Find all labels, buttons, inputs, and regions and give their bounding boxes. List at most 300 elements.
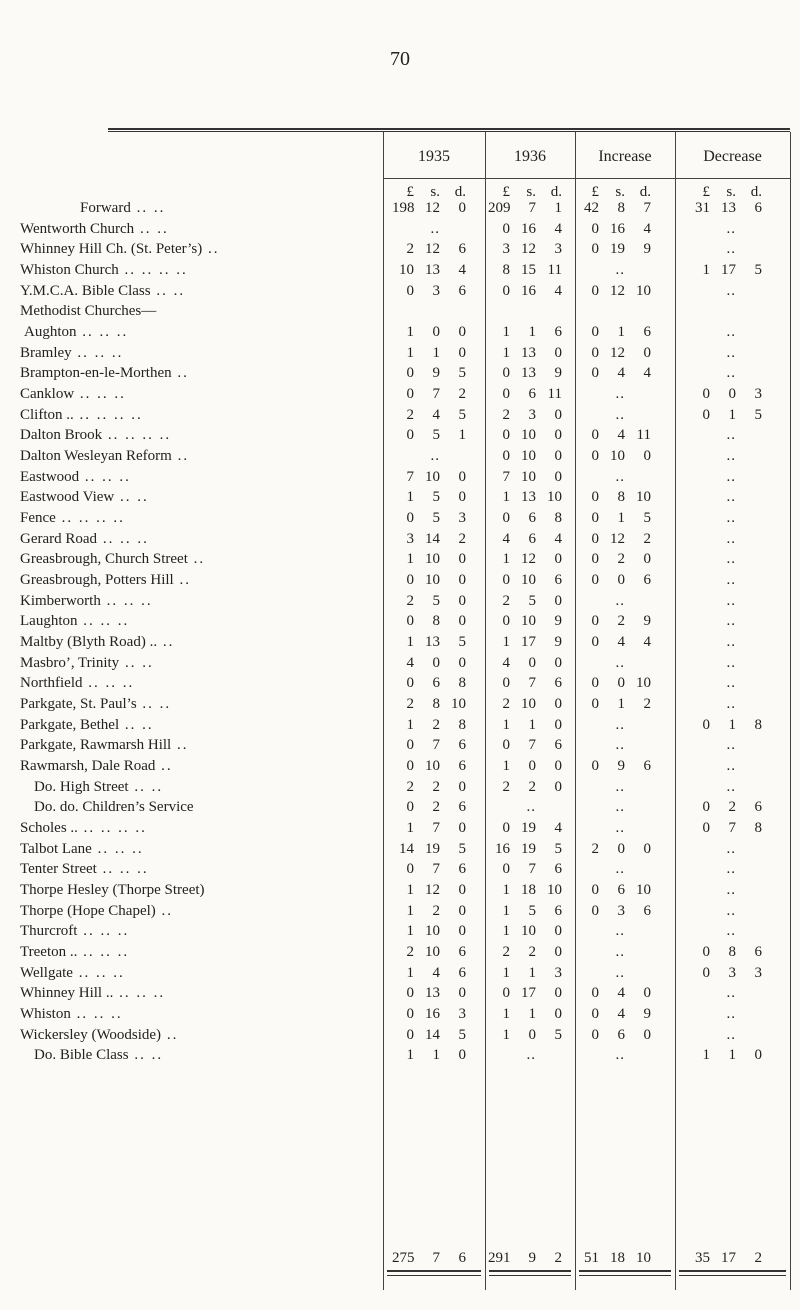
amount-shillings: 6: [617, 1027, 625, 1043]
amount-shillings: 12: [425, 882, 440, 898]
amount-pounds: 0: [591, 985, 599, 1001]
table-row: [0, 241, 800, 261]
amount-shillings: 1: [432, 1047, 440, 1063]
row-label: [20, 448, 380, 465]
amount-shillings: 10: [521, 448, 536, 464]
amount-pounds: 1: [502, 1027, 510, 1043]
amount-pence: 9: [554, 613, 562, 629]
leader-dots: ..: [171, 448, 190, 464]
row-label: [20, 758, 380, 775]
amount-shillings: 10: [521, 923, 536, 939]
amount-shillings: 7: [432, 861, 440, 877]
row-label-text: Brampton-en-le-Morthen: [20, 365, 172, 381]
amount-shillings: 7: [432, 737, 440, 753]
leader-dots: ..: [157, 634, 175, 650]
amount-pence: 0: [554, 448, 562, 464]
row-label: [20, 469, 380, 486]
row-label: [20, 551, 380, 568]
row-label: [20, 1047, 394, 1064]
currency-heading-pence: d.: [550, 184, 562, 200]
row-label-text: Dalton Wesleyan Reform: [20, 448, 172, 464]
leader-dots: .. ..: [128, 1047, 164, 1063]
amount-shillings: 10: [521, 613, 536, 629]
blank-mark: ..: [726, 531, 736, 547]
blank-mark: ..: [615, 779, 625, 795]
amount-pounds: 2: [502, 779, 510, 795]
amount-pence: 6: [458, 965, 466, 981]
amount-pounds: 2: [502, 944, 510, 960]
amount-shillings: 12: [521, 551, 536, 567]
row-label-text: Forward: [80, 200, 131, 216]
amount-pounds: 0: [406, 1027, 414, 1043]
amount-pounds: 1: [702, 1047, 710, 1063]
amount-shillings: 18: [610, 1250, 625, 1266]
row-label-text: Rawmarsh, Dale Road: [20, 758, 156, 774]
row-label: [20, 593, 380, 610]
column-heading-increase: Increase: [598, 148, 652, 165]
amount-shillings: 10: [425, 551, 440, 567]
amount-pence: 8: [458, 717, 466, 733]
amount-shillings: 19: [610, 241, 625, 257]
amount-pence: 0: [458, 923, 466, 939]
row-label: [20, 634, 380, 651]
row-label-text: Fence: [20, 510, 56, 526]
blank-mark: ..: [615, 923, 625, 939]
amount-pounds: 0: [502, 572, 510, 588]
blank-mark: ..: [726, 882, 736, 898]
amount-shillings: 10: [521, 696, 536, 712]
amount-pence: 9: [554, 365, 562, 381]
row-label-text: Clifton ..: [20, 407, 74, 423]
leader-dots: ..: [161, 1027, 179, 1043]
amount-pence: 6: [458, 241, 466, 257]
amount-shillings: 10: [425, 469, 440, 485]
row-label: [20, 944, 380, 961]
leader-dots: ..: [171, 365, 189, 381]
row-label-text: Wickersley (Woodside): [20, 1027, 162, 1043]
leader-dots: .. .. ..: [77, 613, 130, 629]
amount-pounds: 14: [399, 841, 414, 857]
amount-shillings: 10: [521, 427, 536, 443]
amount-pence: 0: [554, 1006, 562, 1022]
leader-dots: .. .. .. ..: [118, 262, 188, 278]
amount-pence: 9: [643, 241, 651, 257]
amount-pence: 0: [458, 324, 466, 340]
blank-mark: ..: [726, 324, 736, 340]
amount-shillings: 17: [721, 1250, 736, 1266]
row-label-text: Wellgate: [20, 965, 73, 981]
amount-pence: 6: [643, 572, 651, 588]
amount-pence: 4: [458, 262, 466, 278]
amount-pounds: 1: [502, 345, 510, 361]
amount-pounds: 0: [702, 407, 710, 423]
leader-dots: .. ..: [150, 283, 186, 299]
amount-shillings: 0: [617, 572, 625, 588]
amount-pounds: 1: [502, 551, 510, 567]
blank-mark: ..: [430, 448, 440, 464]
blank-mark: ..: [726, 737, 736, 753]
amount-pounds: 0: [591, 427, 599, 443]
amount-pence: 5: [458, 407, 466, 423]
leader-dots: .. .. ..: [96, 861, 149, 877]
amount-pence: 4: [643, 634, 651, 650]
table-row: [0, 737, 800, 757]
amount-pence: 0: [458, 572, 466, 588]
row-label: [20, 985, 380, 1002]
amount-pounds: 0: [591, 345, 599, 361]
amount-pounds: 0: [406, 985, 414, 1001]
table-row: [0, 1027, 800, 1047]
row-label-text: Do. do. Children’s Service: [34, 799, 194, 815]
amount-pounds: 3: [406, 531, 414, 547]
amount-pence: 3: [754, 386, 762, 402]
amount-pounds: 4: [502, 655, 510, 671]
amount-shillings: 2: [728, 799, 736, 815]
row-label-text: Kimberworth: [20, 593, 101, 609]
blank-mark: ..: [726, 221, 736, 237]
amount-pence: 0: [643, 345, 651, 361]
amount-pounds: 0: [591, 1027, 599, 1043]
amount-pounds: 0: [702, 799, 710, 815]
leader-dots: ..: [202, 241, 220, 257]
leader-dots: .. ..: [119, 655, 154, 671]
leader-dots: .. .. ..: [77, 923, 130, 939]
table-row: [0, 200, 800, 220]
amount-shillings: 16: [521, 283, 536, 299]
blank-mark: ..: [726, 675, 736, 691]
amount-pounds: 7: [406, 469, 414, 485]
amount-pence: 0: [554, 593, 562, 609]
amount-pence: 3: [554, 241, 562, 257]
amount-pence: 5: [458, 634, 466, 650]
amount-pounds: 1: [502, 717, 510, 733]
leader-dots: ..: [173, 572, 191, 588]
blank-mark: ..: [726, 985, 736, 1001]
currency-heading-shillings: s.: [526, 184, 536, 200]
amount-pence: 4: [554, 820, 562, 836]
amount-pence: 6: [643, 903, 651, 919]
amount-pounds: 0: [406, 861, 414, 877]
amount-pence: 6: [554, 675, 562, 691]
amount-pounds: 0: [591, 613, 599, 629]
row-label-text: Whinney Hill Ch. (St. Peter’s): [20, 241, 203, 257]
amount-pence: 9: [554, 634, 562, 650]
amount-shillings: 1: [617, 696, 625, 712]
row-label: [20, 820, 380, 837]
amount-shillings: 5: [432, 427, 440, 443]
amount-shillings: 12: [610, 345, 625, 361]
amount-shillings: 7: [528, 200, 536, 216]
header-rule: [108, 128, 790, 132]
row-label-text: Y.M.C.A. Bible Class: [20, 283, 151, 299]
amount-shillings: 7: [432, 1250, 440, 1266]
table-row: [0, 696, 800, 716]
amount-pence: 5: [754, 262, 762, 278]
table-row: [0, 820, 800, 840]
amount-pounds: 1: [406, 324, 414, 340]
blank-mark: ..: [726, 1027, 736, 1043]
row-label: [20, 303, 380, 320]
amount-pence: 0: [458, 882, 466, 898]
blank-mark: ..: [526, 1047, 536, 1063]
amount-shillings: 17: [521, 634, 536, 650]
amount-pence: 4: [643, 365, 651, 381]
row-label: [20, 655, 380, 672]
row-label-text: Aughton: [24, 324, 77, 340]
table-row: [0, 985, 800, 1005]
amount-pounds: 0: [591, 572, 599, 588]
amount-shillings: 7: [432, 386, 440, 402]
amount-pounds: 1: [406, 345, 414, 361]
row-label-text: Parkgate, St. Paul’s: [20, 696, 137, 712]
amount-shillings: 12: [610, 283, 625, 299]
amount-pounds: 0: [502, 386, 510, 402]
amount-shillings: 0: [617, 841, 625, 857]
amount-shillings: 2: [432, 717, 440, 733]
amount-shillings: 16: [521, 221, 536, 237]
amount-pence: 0: [458, 655, 466, 671]
row-label: [20, 675, 380, 692]
row-label: [20, 923, 380, 940]
blank-mark: ..: [430, 221, 440, 237]
blank-mark: ..: [526, 799, 536, 815]
row-label-text: Parkgate, Bethel: [20, 717, 120, 733]
amount-pounds: 0: [591, 882, 599, 898]
leader-dots: .. .. ..: [97, 531, 149, 547]
amount-shillings: 8: [617, 489, 625, 505]
amount-pence: 0: [458, 551, 466, 567]
amount-shillings: 2: [432, 779, 440, 795]
amount-pence: 2: [458, 531, 466, 547]
amount-shillings: 4: [432, 965, 440, 981]
amount-pounds: 0: [406, 386, 414, 402]
amount-pounds: 0: [406, 572, 414, 588]
amount-pounds: 1: [406, 489, 414, 505]
row-label-text: Dalton Brook: [20, 427, 103, 443]
amount-shillings: 5: [528, 593, 536, 609]
leader-dots: .. .. ..: [79, 469, 131, 485]
amount-pounds: 1: [502, 923, 510, 939]
amount-pence: 10: [636, 1250, 651, 1266]
amount-pounds: 0: [591, 221, 599, 237]
amount-pounds: 0: [591, 758, 599, 774]
amount-shillings: 10: [425, 944, 440, 960]
amount-shillings: 12: [610, 531, 625, 547]
blank-mark: ..: [615, 965, 625, 981]
leader-dots: .. .. .. ..: [55, 510, 125, 526]
amount-pounds: 0: [702, 965, 710, 981]
amount-pence: 11: [547, 386, 562, 402]
amount-pence: 8: [554, 510, 562, 526]
leader-dots: ..: [187, 551, 206, 567]
row-label-text: Do. Bible Class: [34, 1047, 129, 1063]
amount-pounds: 0: [591, 696, 599, 712]
amount-pence: 1: [458, 427, 466, 443]
amount-shillings: 4: [432, 407, 440, 423]
table-row: [0, 262, 800, 282]
leader-dots: ..: [171, 737, 189, 753]
amount-pounds: 1: [502, 489, 510, 505]
amount-pence: 2: [554, 1250, 562, 1266]
blank-mark: ..: [726, 779, 736, 795]
amount-pounds: 0: [591, 551, 599, 567]
amount-pounds: 2: [502, 593, 510, 609]
amount-pounds: 1: [502, 1006, 510, 1022]
amount-shillings: 7: [528, 861, 536, 877]
amount-pounds: 0: [502, 613, 510, 629]
amount-pence: 0: [458, 345, 466, 361]
amount-pence: 0: [458, 820, 466, 836]
amount-pence: 6: [458, 737, 466, 753]
amount-pounds: 0: [591, 365, 599, 381]
amount-pounds: 16: [495, 841, 510, 857]
amount-pence: 0: [554, 717, 562, 733]
amount-pence: 5: [554, 841, 562, 857]
amount-pounds: 2: [502, 696, 510, 712]
amount-pence: 6: [554, 737, 562, 753]
total-double-rule: [579, 1270, 671, 1276]
amount-shillings: 13: [721, 200, 736, 216]
row-label: [20, 779, 394, 796]
row-label: [20, 241, 380, 258]
table-row: [0, 717, 800, 737]
amount-shillings: 1: [528, 1006, 536, 1022]
row-label-text: Thorpe (Hope Chapel): [20, 903, 156, 919]
leader-dots: .. ..: [128, 779, 164, 795]
amount-pounds: 0: [702, 820, 710, 836]
amount-pounds: 0: [591, 1006, 599, 1022]
amount-pence: 3: [554, 965, 562, 981]
amount-pounds: 8: [502, 262, 510, 278]
amount-pounds: 0: [502, 221, 510, 237]
amount-shillings: 0: [528, 758, 536, 774]
blank-mark: ..: [726, 241, 736, 257]
amount-pounds: 31: [695, 200, 710, 216]
amount-pence: 3: [458, 1006, 466, 1022]
table-row: [0, 655, 800, 675]
table-row: [0, 675, 800, 695]
amount-pence: 2: [458, 386, 466, 402]
blank-mark: ..: [726, 345, 736, 361]
blank-mark: ..: [726, 613, 736, 629]
amount-pounds: 0: [591, 324, 599, 340]
totals-values: [0, 1250, 800, 1270]
row-label: [20, 365, 380, 382]
amount-shillings: 1: [728, 407, 736, 423]
amount-shillings: 10: [521, 469, 536, 485]
amount-pence: 0: [554, 345, 562, 361]
amount-pounds: 1: [406, 717, 414, 733]
amount-pence: 4: [554, 221, 562, 237]
row-label-text: Masbro’, Trinity: [20, 655, 120, 671]
blank-mark: ..: [615, 386, 625, 402]
amount-pence: 5: [643, 510, 651, 526]
leader-dots: .. .. ..: [100, 593, 153, 609]
amount-pence: 3: [458, 510, 466, 526]
row-label-text: Maltby (Blyth Road) ..: [20, 634, 158, 650]
amount-pounds: 1: [406, 634, 414, 650]
amount-shillings: 0: [728, 386, 736, 402]
amount-shillings: 16: [610, 221, 625, 237]
amount-shillings: 10: [521, 572, 536, 588]
row-label: [20, 572, 380, 589]
table-row: [0, 593, 800, 613]
blank-mark: ..: [615, 655, 625, 671]
section-heading-row: [0, 303, 800, 323]
amount-shillings: 13: [521, 489, 536, 505]
amount-pence: 9: [643, 1006, 651, 1022]
amount-shillings: 14: [425, 1027, 440, 1043]
amount-pence: 0: [458, 903, 466, 919]
amount-shillings: 14: [425, 531, 440, 547]
amount-shillings: 17: [721, 262, 736, 278]
amount-shillings: 4: [617, 985, 625, 1001]
row-label: [20, 1006, 380, 1023]
blank-mark: ..: [615, 737, 625, 753]
amount-pounds: 0: [406, 758, 414, 774]
amount-pounds: 4: [406, 655, 414, 671]
leader-dots: .. .. .. ..: [102, 427, 172, 443]
amount-pence: 11: [547, 262, 562, 278]
amount-pounds: 0: [702, 944, 710, 960]
currency-heading-pence: d.: [750, 184, 762, 200]
table-row: [0, 531, 800, 551]
amount-shillings: 8: [432, 613, 440, 629]
amount-pounds: 0: [502, 985, 510, 1001]
blank-mark: ..: [726, 283, 736, 299]
blank-mark: ..: [726, 469, 736, 485]
total-double-rule: [387, 1270, 481, 1276]
table-row: [0, 923, 800, 943]
amount-pence: 2: [643, 696, 651, 712]
amount-pence: 6: [458, 799, 466, 815]
amount-pence: 6: [458, 861, 466, 877]
amount-shillings: 15: [521, 262, 536, 278]
amount-pounds: 1: [406, 882, 414, 898]
leader-dots: .. ..: [119, 717, 154, 733]
row-label-text: Thorpe Hesley (Thorpe Street): [20, 882, 205, 898]
amount-shillings: 7: [528, 737, 536, 753]
amount-pounds: 2: [406, 779, 414, 795]
currency-heading-pence: d.: [639, 184, 651, 200]
total-double-rule: [489, 1270, 571, 1276]
blank-mark: ..: [726, 655, 736, 671]
row-label-text: Scholes ..: [20, 820, 78, 836]
amount-pounds: 0: [591, 903, 599, 919]
amount-pence: 0: [754, 1047, 762, 1063]
amount-shillings: 1: [617, 324, 625, 340]
row-label: [20, 262, 380, 279]
row-label: [20, 841, 380, 858]
amount-pounds: 1: [406, 965, 414, 981]
amount-pounds: 0: [406, 427, 414, 443]
amount-pounds: 1: [502, 634, 510, 650]
row-label: [20, 386, 380, 403]
amount-shillings: 2: [528, 779, 536, 795]
table-row: [0, 944, 800, 964]
row-label-text: Laughton: [20, 613, 78, 629]
table-row: [0, 882, 800, 902]
amount-pence: 4: [554, 531, 562, 547]
amount-pounds: 0: [406, 799, 414, 815]
table-row: [0, 1006, 800, 1026]
amount-pence: 0: [458, 200, 466, 216]
table-row: [0, 799, 800, 819]
amount-pence: 10: [547, 489, 562, 505]
amount-pounds: 0: [591, 510, 599, 526]
blank-mark: ..: [726, 758, 736, 774]
amount-pounds: 0: [591, 531, 599, 547]
